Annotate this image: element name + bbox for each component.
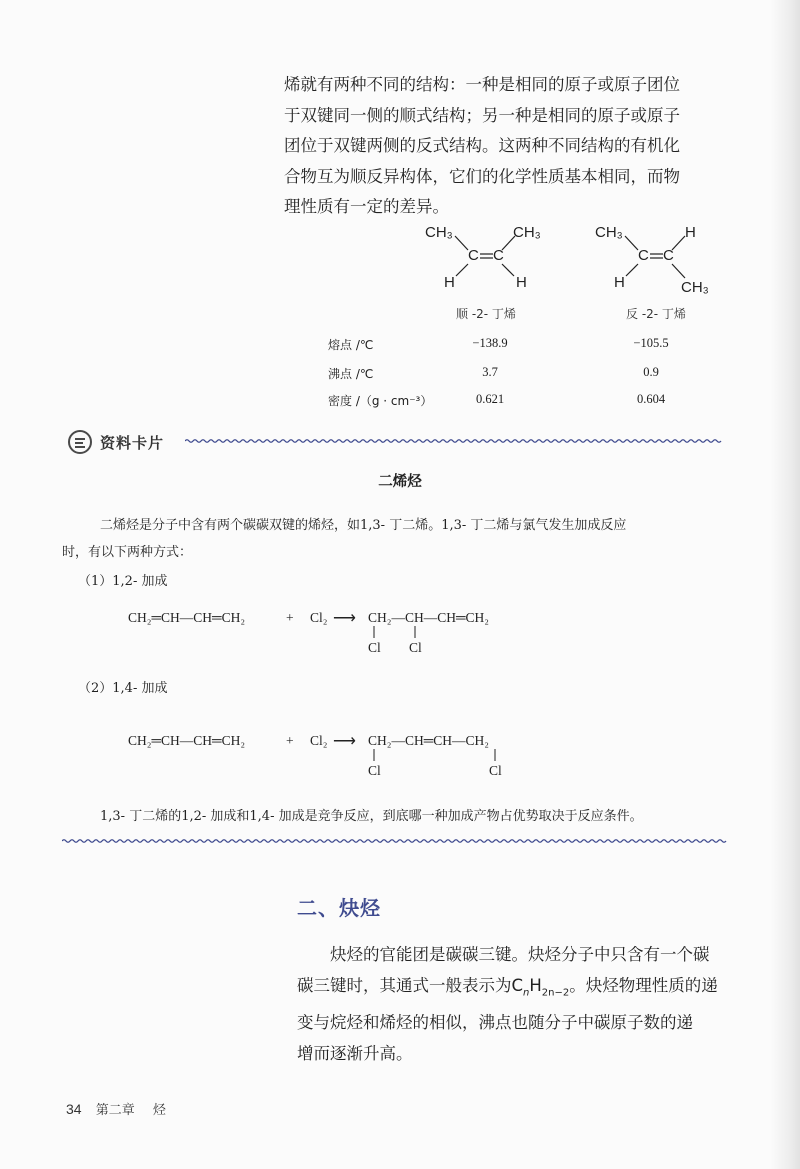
alkyne-line-formula	[297, 971, 727, 1009]
cis-top-right-group: CH₃	[513, 224, 541, 241]
page-footer	[66, 1099, 166, 1118]
row-label: 沸点 /℃	[328, 367, 374, 381]
chapter-topic: 烃	[152, 1103, 166, 1118]
reaction-2-arrow: ⟶	[333, 733, 356, 750]
data-card-label: 资料卡片	[100, 433, 165, 452]
cis-value: 3.7	[482, 365, 498, 379]
trans-top-right-group: H	[685, 224, 696, 241]
table-row	[328, 365, 728, 385]
reaction-1-reactant: CH₂═CH—CH═CH₂	[128, 610, 246, 625]
row-label: 熔点 /℃	[328, 338, 374, 352]
trans-bottom-left-group: H	[614, 274, 625, 291]
intro-line: 烯就有两种不同的结构：一种是相同的原子或原子团位	[284, 75, 680, 94]
document-lines-icon	[68, 430, 92, 454]
intro-line: 团位于双键两侧的反式结构。这两种不同结构的有机化	[284, 136, 680, 155]
card-intro-line: 时，有以下两种方式：	[62, 545, 193, 560]
cis-2-butene-structure	[425, 224, 555, 294]
formula-subscript-n: n	[523, 986, 530, 998]
reaction-1-product: CH₂—CH—CH═CH₂	[368, 610, 489, 625]
reaction-1-chlorine-a: Cl	[368, 640, 381, 655]
reaction-2-chlorine-b: Cl	[489, 763, 502, 778]
alkyne-paragraph	[297, 940, 727, 1069]
card-bottom-wave-divider	[62, 836, 730, 846]
trans-value: 0.9	[643, 365, 659, 379]
reaction-1-equation	[128, 610, 548, 660]
trans-value: 0.604	[636, 392, 666, 406]
reaction-1-plus: +	[286, 610, 294, 625]
section-title: 二、炔烃	[297, 896, 381, 920]
trans-2-butene-name: 反 -2- 丁烯	[626, 307, 686, 321]
data-card-header	[68, 430, 164, 454]
cis-bottom-right-group: H	[516, 274, 527, 291]
addition-mode-2: （2）1,4- 加成	[78, 681, 168, 696]
cis-bottom-left-group: H	[444, 274, 455, 291]
card-heading: 二烯烃	[378, 474, 422, 490]
row-label: 密度 /（g · cm⁻³）	[328, 394, 433, 408]
reaction-2-reactant: CH₂═CH—CH═CH₂	[128, 733, 246, 748]
trans-value: −105.5	[633, 336, 669, 350]
cis-carbon-right: C	[493, 247, 504, 264]
intro-paragraph	[284, 70, 724, 223]
intro-line: 于双键同一侧的顺式结构；另一种是相同的原子或原子	[284, 105, 680, 125]
alkyne-line: 变与烷烃和烯烃的相似，沸点也随分子中碳原子数的递	[297, 1013, 693, 1033]
trans-top-left-group: CH₃	[595, 224, 623, 241]
cis-carbon-left: C	[468, 247, 479, 264]
cis-value: 0.621	[475, 392, 505, 406]
page-number: 34	[66, 1101, 82, 1117]
card-conclusion: 1,3- 丁二烯的1,2- 加成和1,4- 加成是竞争反应，到底哪一种加成产物占优势取决于反应条件。	[100, 809, 643, 824]
card-top-wave-divider	[185, 436, 725, 446]
reaction-2-chlorine-a: Cl	[368, 763, 381, 778]
intro-line: 理性质有一定的差异。	[284, 197, 449, 216]
chapter-label: 第二章	[95, 1103, 135, 1118]
alkyne-line: 炔烃的官能团是碳碳三键。炔烃分子中只含有一个碳	[330, 945, 710, 964]
formula-subscript-2n-2: 2n−2	[541, 986, 570, 998]
trans-carbon-left: C	[638, 247, 649, 264]
card-intro-line: 二烯烃是分子中含有两个碳碳双键的烯烃，如1,3- 丁二烯。1,3- 丁二烯与氯气发生加成反应	[100, 518, 627, 533]
reaction-1-reagent: Cl₂	[310, 610, 328, 625]
cis-value: −138.9	[472, 336, 508, 350]
addition-mode-1: （1）1,2- 加成	[78, 574, 168, 589]
reaction-2-equation	[128, 733, 548, 783]
formula-hydrogen: H	[529, 975, 542, 995]
table-row	[328, 336, 728, 356]
trans-2-butene-structure	[595, 224, 725, 299]
cis-2-butene-name: 顺 -2- 丁烯	[456, 307, 516, 321]
reaction-2-product: CH₂—CH═CH—CH₂	[368, 733, 489, 748]
trans-bottom-right-group: CH₃	[681, 279, 709, 296]
reaction-1-chlorine-b: Cl	[409, 640, 422, 655]
alkyne-line-text: 。炔烃物理性质的递	[569, 975, 718, 995]
alkyne-line-text: 碳三键时，其通式一般表示为C	[297, 975, 524, 995]
trans-carbon-right: C	[663, 247, 674, 264]
reaction-1-arrow: ⟶	[333, 610, 356, 627]
reaction-2-reagent: Cl₂	[310, 733, 328, 748]
cis-top-left-group: CH₃	[425, 224, 453, 241]
alkyne-line: 增而逐渐升高。	[297, 1043, 413, 1063]
page-gutter-shadow	[770, 0, 800, 1169]
intro-line: 合物互为顺反异构体，它们的化学性质基本相同，而物	[284, 166, 680, 186]
table-row	[328, 392, 728, 412]
reaction-2-plus: +	[286, 733, 294, 748]
